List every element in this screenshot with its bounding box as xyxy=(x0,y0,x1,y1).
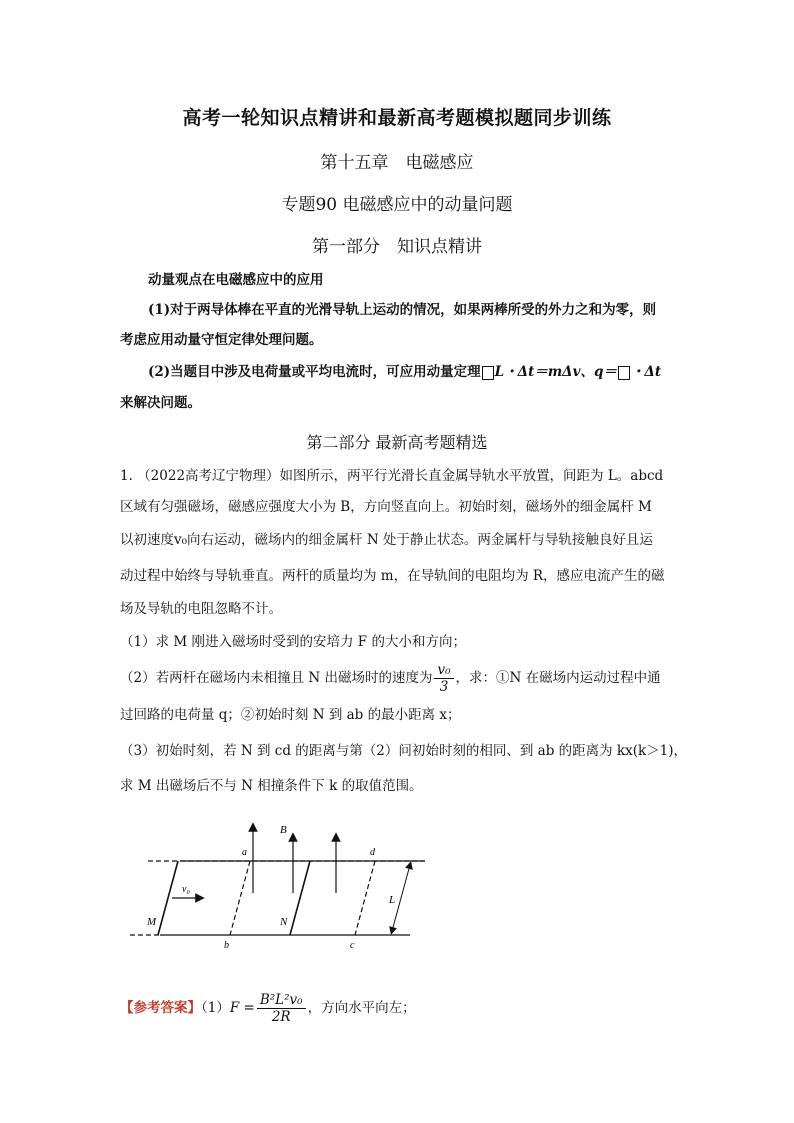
problem-line-4: 动过程中始终与导轨垂直。两杆的质量均为 m，在导轨间的电阻均为 R，感应电流产生的磁 xyxy=(120,568,665,584)
main-title: 高考一轮知识点精讲和最新高考题模拟题同步训练 xyxy=(182,107,612,129)
label-M: M xyxy=(147,916,157,928)
question-2-line-1 xyxy=(120,662,661,695)
boundary-ab xyxy=(230,861,250,935)
answer-numerator: B²L²v₀ xyxy=(257,992,306,1009)
knowledge-item1-line1: (1)对于两导体棒在平直的光滑导轨上运动的情况，如果两棒所受的外力之和为零，则 xyxy=(148,302,657,318)
answer-line xyxy=(120,992,416,1025)
label-B: B xyxy=(280,824,287,836)
knowledge-item2-formula-a: L・Δt＝mΔv、q＝ xyxy=(494,364,617,380)
missing-glyph-box xyxy=(482,366,494,380)
problem-line-1: 1. （2022高考辽宁物理）如图所示，两平行光滑长直金属导轨水平放置，间距为 L。abcd xyxy=(120,468,664,484)
question-2-part-b: ，求：①N 在磁场内运动过程中通 xyxy=(455,670,661,686)
question-3-line-1: （3）初始时刻，若 N 到 cd 的距离与第（2）问初始时刻的相同、到 ab 的距离为 kx(k＞1)， xyxy=(120,743,688,759)
topic-title: 专题90 电磁感应中的动量问题 xyxy=(281,195,513,215)
knowledge-item1-line2: 考虑应用动量守恒定律处理问题。 xyxy=(120,332,323,348)
chapter-title: 第十五章 电磁感应 xyxy=(320,153,474,173)
knowledge-item2-formula-b: ・Δt xyxy=(630,364,662,380)
fraction-denominator: 3 xyxy=(439,679,449,695)
knowledge-item2-line1 xyxy=(148,362,661,382)
problem-line-5: 场及导轨的电阻忽略不计。 xyxy=(120,601,282,617)
label-d: d xyxy=(370,847,375,858)
missing-glyph-box xyxy=(618,366,630,380)
answer-tag: 【参考答案】 xyxy=(120,1000,201,1016)
answer-fraction xyxy=(257,992,306,1025)
question-3-line-2: 求 M 出磁场后不与 N 相撞条件下 k 的取值范围。 xyxy=(120,778,423,794)
knowledge-heading: 动量观点在电磁感应中的应用 xyxy=(148,272,324,288)
problem-line-2: 区域有匀强磁场，磁感应强度大小为 B，方向竖直向上。初始时刻，磁场外的细金属杆 M xyxy=(120,499,652,515)
answer-denominator: 2R xyxy=(271,1009,291,1025)
answer-suffix: ，方向水平向左； xyxy=(307,1000,416,1016)
knowledge-item2-line2: 来解决问题。 xyxy=(120,395,201,411)
label-N: N xyxy=(280,916,288,928)
answer-lhs: F = xyxy=(229,1000,255,1016)
part2-title: 第二部分 最新高考题精选 xyxy=(306,433,488,452)
fraction-v0-over-3 xyxy=(434,662,453,695)
knowledge-item2-prefix: (2)当题目中涉及电荷量或平均电流时，可应用动量定理 xyxy=(148,364,481,380)
problem-line-3: 以初速度v₀向右运动，磁场内的细金属杆 N 处于静止状态。两金属杆与导轨接触良好且运 xyxy=(120,532,653,548)
part1-title: 第一部分 知识点精讲 xyxy=(312,237,482,257)
rails-diagram xyxy=(120,815,440,965)
label-a: a xyxy=(242,847,247,858)
label-L: L xyxy=(389,894,396,906)
fraction-numerator: v₀ xyxy=(434,662,453,679)
question-1: （1）求 M 刚进入磁场时受到的安培力 F 的大小和方向； xyxy=(120,634,466,650)
answer-prefix: （1） xyxy=(201,1000,230,1016)
label-c: c xyxy=(350,940,355,951)
label-v0: v₀ xyxy=(182,884,190,895)
label-b: b xyxy=(224,940,229,951)
boundary-cd xyxy=(355,861,375,935)
question-2-part-a: （2）若两杆在磁场内未相撞且 N 出磁场时的速度为 xyxy=(120,670,433,686)
question-2-line-2: 过回路的电荷量 q；②初始时刻 N 到 ab 的最小距离 x； xyxy=(120,707,461,723)
